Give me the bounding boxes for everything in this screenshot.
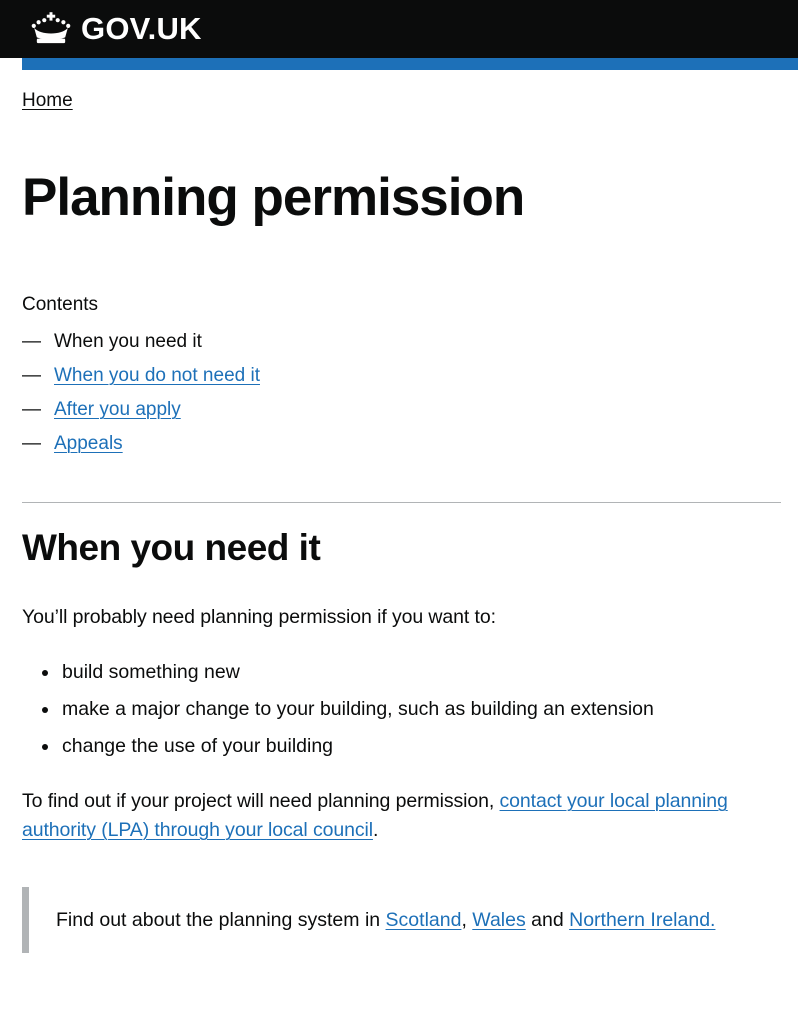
contents-item bbox=[22, 431, 781, 456]
wales-link[interactable]: Wales bbox=[472, 909, 526, 931]
section-divider bbox=[22, 502, 781, 503]
find-out-prefix: To find out if your project will need planning permission, bbox=[22, 790, 500, 812]
contents-link-after-you-apply[interactable]: — After you apply bbox=[54, 399, 181, 420]
govuk-logotype: GOV.UK bbox=[81, 11, 202, 46]
northern-ireland-link[interactable]: Northern Ireland. bbox=[569, 909, 716, 931]
header-accent-bar bbox=[22, 58, 798, 70]
contents-label: Contents bbox=[22, 294, 99, 315]
inset-prefix: Find out about the planning system in bbox=[56, 909, 386, 931]
page-title: Planning permission bbox=[22, 168, 525, 227]
contents-item-current: — When you need it bbox=[54, 331, 202, 352]
scotland-link[interactable]: Scotland bbox=[385, 909, 462, 931]
breadcrumb-home-link[interactable]: Home bbox=[22, 90, 73, 111]
contents bbox=[22, 292, 781, 456]
bullet-item: • build something new bbox=[60, 658, 781, 687]
inset-text bbox=[22, 887, 762, 953]
find-out-suffix: . bbox=[372, 819, 379, 841]
main-content bbox=[22, 90, 781, 953]
govuk-logo[interactable] bbox=[30, 11, 202, 47]
contents-item bbox=[22, 363, 781, 388]
bullet-item: • change the use of your building bbox=[60, 732, 781, 761]
intro-text: You’ll probably need planning permission if you want to: bbox=[22, 606, 496, 628]
inset-sep-and: and bbox=[525, 909, 570, 931]
inset-sep-comma: , bbox=[461, 909, 473, 931]
bullet-item: • make a major change to your building, such as building an extension bbox=[60, 695, 781, 724]
bullet-list bbox=[22, 658, 781, 761]
crown-icon bbox=[30, 12, 72, 46]
contents-item bbox=[22, 397, 781, 422]
section-heading: When you need it bbox=[22, 527, 321, 568]
find-out-text bbox=[22, 787, 762, 845]
breadcrumb bbox=[22, 90, 781, 112]
contents-item bbox=[22, 329, 781, 354]
contents-list bbox=[22, 329, 781, 456]
lpa-link[interactable]: contact your local planning authority (LPA) through your local council bbox=[22, 790, 728, 841]
contents-link-appeals[interactable]: — Appeals bbox=[54, 433, 123, 454]
govuk-header bbox=[0, 0, 798, 58]
contents-link-when-you-do-not-need-it[interactable]: — When you do not need it bbox=[54, 365, 260, 386]
